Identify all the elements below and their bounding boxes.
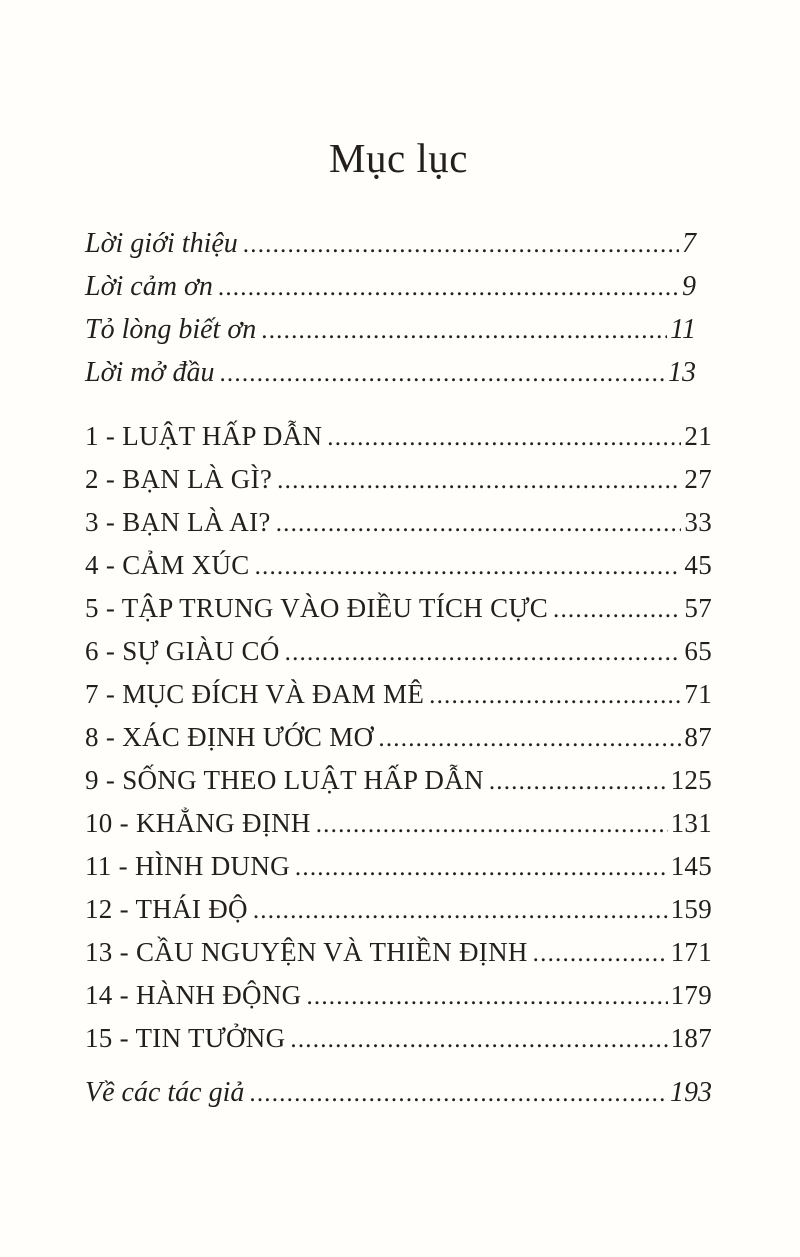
toc-entry-page: 159 <box>670 894 712 925</box>
toc-entry-label: 10 - KHẲNG ĐỊNH <box>85 808 311 839</box>
toc-entry-label: 15 - TIN TƯỞNG <box>85 1023 286 1054</box>
toc-entry-label: 12 - THÁI ĐỘ <box>85 894 248 925</box>
toc-entry <box>85 351 696 394</box>
dot-leader <box>261 309 667 355</box>
toc-entry-page: 27 <box>684 464 712 495</box>
toc-entry <box>85 308 696 351</box>
toc-entry <box>85 716 712 759</box>
toc-entry-label: 11 - HÌNH DUNG <box>85 851 290 882</box>
toc-entry-page: 57 <box>684 593 712 624</box>
toc-entry-label: 9 - SỐNG THEO LUẬT HẤP DẪN <box>85 765 484 796</box>
dot-leader <box>378 717 681 763</box>
toc-entry-label: Tỏ lòng biết ơn <box>85 314 257 346</box>
dot-leader <box>327 416 681 462</box>
toc-entry-page: 171 <box>670 937 712 968</box>
toc-entry <box>85 501 712 544</box>
toc-entry-label: 5 - TẬP TRUNG VÀO ĐIỀU TÍCH CỰC <box>85 593 549 624</box>
dot-leader <box>306 975 667 1021</box>
toc-entry-label: 8 - XÁC ĐỊNH ƯỚC MƠ <box>85 722 374 753</box>
toc-entry-page: 131 <box>670 808 712 839</box>
toc-entry-label: 4 - CẢM XÚC <box>85 550 250 581</box>
toc-entry <box>85 845 712 888</box>
dot-leader <box>255 545 682 591</box>
toc-entry <box>85 802 712 845</box>
toc-entry-page: 71 <box>684 679 712 710</box>
toc-entry <box>85 974 712 1017</box>
toc-entry-page: 11 <box>670 314 696 346</box>
toc-entry <box>85 888 712 931</box>
toc-entry <box>85 544 712 587</box>
dot-leader <box>243 223 679 269</box>
toc-entry-page: 187 <box>670 1023 712 1054</box>
dot-leader <box>290 1018 667 1064</box>
dot-leader <box>553 588 681 634</box>
toc-entry-page: 87 <box>684 722 712 753</box>
back-matter-list <box>85 1071 712 1114</box>
front-matter-list <box>85 222 712 394</box>
dot-leader <box>285 631 682 677</box>
toc-entry-page: 145 <box>670 851 712 882</box>
toc-entry-label: 2 - BẠN LÀ GÌ? <box>85 464 273 495</box>
toc-entry-page: 179 <box>670 980 712 1011</box>
toc-entry <box>85 759 712 802</box>
toc-entry-page: 193 <box>670 1077 712 1109</box>
toc-entry-label: 3 - BẠN LÀ AI? <box>85 507 271 538</box>
toc-entry-page: 13 <box>668 357 696 389</box>
toc-entry-label: 13 - CẦU NGUYỆN VÀ THIỀN ĐỊNH <box>85 937 528 968</box>
toc-entry <box>85 673 712 716</box>
dot-leader <box>219 352 665 398</box>
page-title: Mục lục <box>329 135 468 181</box>
toc-entry <box>85 1017 712 1060</box>
toc-entry <box>85 630 712 673</box>
dot-leader <box>316 803 668 849</box>
dot-leader <box>218 266 679 312</box>
dot-leader <box>276 502 682 548</box>
toc-entry-label: 1 - LUẬT HẤP DẪN <box>85 421 323 452</box>
toc-entry-page: 21 <box>684 421 712 452</box>
toc-entry-page: 9 <box>682 271 696 303</box>
toc-entry-page: 45 <box>684 550 712 581</box>
toc-entry-label: Lời giới thiệu <box>85 228 238 260</box>
toc-entry <box>85 265 696 308</box>
toc-entry-label: Lời cảm ơn <box>85 271 213 303</box>
dot-leader <box>533 932 668 978</box>
dot-leader <box>295 846 668 892</box>
toc-entry-label: 7 - MỤC ĐÍCH VÀ ĐAM MÊ <box>85 679 425 710</box>
dot-leader <box>429 674 681 720</box>
toc-entry <box>85 587 712 630</box>
toc-entry-label: 14 - HÀNH ĐỘNG <box>85 980 302 1011</box>
toc-entry-page: 33 <box>684 507 712 538</box>
dot-leader <box>489 760 668 806</box>
dot-leader <box>253 889 668 935</box>
toc-entry-page: 65 <box>684 636 712 667</box>
dot-leader <box>249 1072 667 1118</box>
dot-leader <box>277 459 681 505</box>
toc-entry-label: Về các tác giả <box>85 1077 245 1109</box>
toc-entry-label: 6 - SỰ GIÀU CÓ <box>85 636 280 667</box>
toc-entry <box>85 222 696 265</box>
toc-entry <box>85 415 712 458</box>
toc-entry-label: Lời mở đầu <box>85 357 215 389</box>
toc-entry <box>85 1071 712 1114</box>
toc-entry-page: 7 <box>682 228 696 260</box>
chapter-list <box>85 415 712 1060</box>
toc-entry <box>85 458 712 501</box>
toc-entry <box>85 931 712 974</box>
toc-entry-page: 125 <box>670 765 712 796</box>
